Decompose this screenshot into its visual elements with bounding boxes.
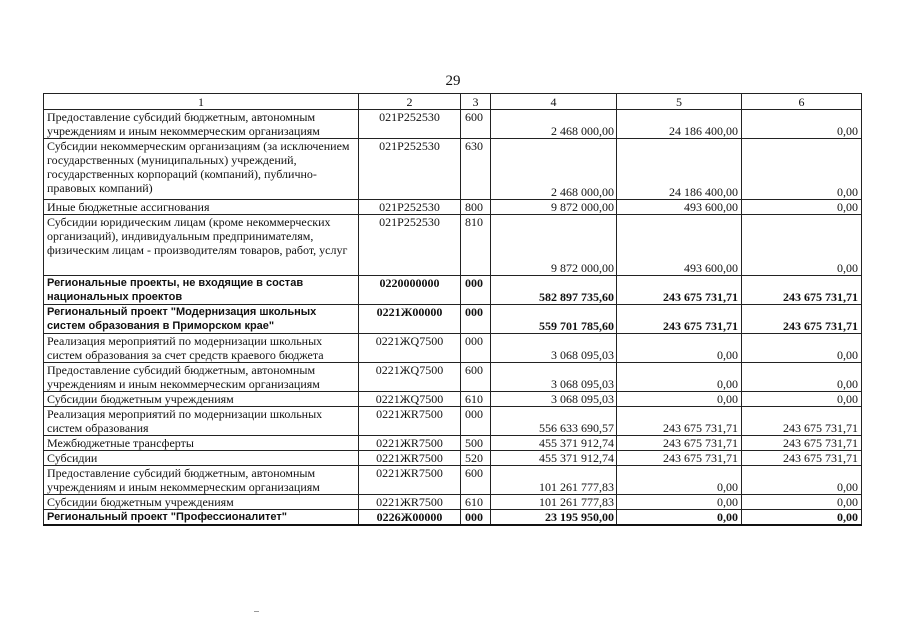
row-amount-col6: 243 675 731,71	[742, 436, 862, 451]
row-amount-col6: 0,00	[742, 466, 862, 495]
row-amount-col4: 101 261 777,83	[491, 466, 617, 495]
table-header-row	[44, 94, 862, 110]
table-row	[44, 451, 862, 466]
row-name-cell: Субсидии	[44, 451, 359, 466]
row-name-cell: Предоставление субсидий бюджетным, автономным учреждениям и иным некоммерческим организациям	[44, 466, 359, 495]
row-name-cell: Субсидии бюджетным учреждениям	[44, 495, 359, 510]
row-amount-col6: 243 675 731,71	[742, 305, 862, 334]
row-name-cell: Региональные проекты, не входящие в состав национальных проектов	[44, 276, 359, 305]
scan-artifact	[254, 611, 259, 612]
row-name-cell: Межбюджетные трансферты	[44, 436, 359, 451]
row-type-cell: 610	[461, 392, 491, 407]
row-amount-col4: 3 068 095,03	[491, 334, 617, 363]
column-header: 1	[44, 94, 359, 110]
row-type-cell: 000	[461, 407, 491, 436]
row-amount-col4: 559 701 785,60	[491, 305, 617, 334]
column-header: 3	[461, 94, 491, 110]
row-name-cell: Реализация мероприятий по модернизации школьных систем образования за счет средств краевого бюджета	[44, 334, 359, 363]
row-type-cell: 810	[461, 215, 491, 276]
row-type-cell: 600	[461, 363, 491, 392]
column-header: 2	[359, 94, 461, 110]
row-name-cell: Региональный проект "Модернизация школьных систем образования в Приморском крае"	[44, 305, 359, 334]
row-amount-col4: 23 195 950,00	[491, 510, 617, 526]
row-amount-col5: 243 675 731,71	[617, 407, 742, 436]
row-name-cell: Субсидии бюджетным учреждениям	[44, 392, 359, 407]
row-amount-col6: 0,00	[742, 110, 862, 139]
table-row	[44, 276, 862, 305]
table-row	[44, 139, 862, 200]
row-amount-col6: 0,00	[742, 200, 862, 215]
row-code-cell: 0221ЖQ7500	[359, 363, 461, 392]
row-amount-col6: 243 675 731,71	[742, 276, 862, 305]
row-amount-col6: 0,00	[742, 334, 862, 363]
row-amount-col4: 582 897 735,60	[491, 276, 617, 305]
row-code-cell: 0221ЖR7500	[359, 436, 461, 451]
row-code-cell: 0221ЖR7500	[359, 451, 461, 466]
row-name-cell: Субсидии некоммерческим организациям (за исключением государственных (муниципальных) учреждений, государственных корпораций (компаний), публично-правовых компаний)	[44, 139, 359, 200]
row-type-cell: 600	[461, 466, 491, 495]
row-amount-col6: 243 675 731,71	[742, 451, 862, 466]
row-amount-col5: 493 600,00	[617, 215, 742, 276]
row-amount-col4: 455 371 912,74	[491, 436, 617, 451]
row-code-cell: 0221ЖQ7500	[359, 392, 461, 407]
row-amount-col6: 0,00	[742, 495, 862, 510]
table-row	[44, 510, 862, 526]
row-type-cell: 520	[461, 451, 491, 466]
budget-table	[43, 93, 862, 526]
table-row	[44, 407, 862, 436]
row-amount-col5: 243 675 731,71	[617, 305, 742, 334]
table-row	[44, 334, 862, 363]
table-row	[44, 495, 862, 510]
row-code-cell: 021P252530	[359, 139, 461, 200]
row-amount-col5: 0,00	[617, 466, 742, 495]
row-amount-col5: 0,00	[617, 334, 742, 363]
row-amount-col6: 0,00	[742, 215, 862, 276]
row-name-cell: Субсидии юридическим лицам (кроме некоммерческих организаций), индивидуальным предпринимателям, физическим лицам - производителям товаров, работ, услуг	[44, 215, 359, 276]
row-type-cell: 000	[461, 334, 491, 363]
row-amount-col5: 0,00	[617, 363, 742, 392]
row-name-cell: Региональный проект "Профессионалитет"	[44, 510, 359, 526]
row-name-cell: Иные бюджетные ассигнования	[44, 200, 359, 215]
row-type-cell: 610	[461, 495, 491, 510]
row-amount-col4: 2 468 000,00	[491, 110, 617, 139]
table-row	[44, 436, 862, 451]
table-row	[44, 110, 862, 139]
row-name-cell: Предоставление субсидий бюджетным, автономным учреждениям и иным некоммерческим организациям	[44, 363, 359, 392]
row-code-cell: 0226Ж00000	[359, 510, 461, 526]
row-amount-col4: 2 468 000,00	[491, 139, 617, 200]
row-amount-col4: 556 633 690,57	[491, 407, 617, 436]
row-amount-col5: 0,00	[617, 510, 742, 526]
page-number: 29	[445, 73, 461, 89]
row-code-cell: 0221ЖR7500	[359, 407, 461, 436]
row-amount-col5: 24 186 400,00	[617, 110, 742, 139]
row-code-cell: 021P252530	[359, 110, 461, 139]
row-code-cell: 0221Ж00000	[359, 305, 461, 334]
row-amount-col5: 24 186 400,00	[617, 139, 742, 200]
table-row	[44, 466, 862, 495]
row-code-cell: 0221ЖQ7500	[359, 334, 461, 363]
row-code-cell: 0221ЖR7500	[359, 495, 461, 510]
row-type-cell: 500	[461, 436, 491, 451]
row-amount-col4: 9 872 000,00	[491, 200, 617, 215]
row-code-cell: 0220000000	[359, 276, 461, 305]
table-row	[44, 363, 862, 392]
table-row	[44, 200, 862, 215]
row-name-cell: Реализация мероприятий по модернизации школьных систем образования	[44, 407, 359, 436]
row-code-cell: 021P252530	[359, 200, 461, 215]
row-type-cell: 630	[461, 139, 491, 200]
row-amount-col6: 0,00	[742, 139, 862, 200]
table-row	[44, 392, 862, 407]
row-amount-col6: 0,00	[742, 510, 862, 526]
row-code-cell: 021P252530	[359, 215, 461, 276]
row-amount-col4: 455 371 912,74	[491, 451, 617, 466]
row-type-cell: 000	[461, 276, 491, 305]
table-row	[44, 305, 862, 334]
row-amount-col5: 0,00	[617, 392, 742, 407]
row-amount-col4: 3 068 095,03	[491, 392, 617, 407]
row-type-cell: 000	[461, 305, 491, 334]
row-type-cell: 000	[461, 510, 491, 526]
row-amount-col6: 0,00	[742, 363, 862, 392]
row-amount-col4: 101 261 777,83	[491, 495, 617, 510]
row-code-cell: 0221ЖR7500	[359, 466, 461, 495]
row-type-cell: 800	[461, 200, 491, 215]
column-header: 6	[742, 94, 862, 110]
table-row	[44, 215, 862, 276]
row-amount-col5: 243 675 731,71	[617, 451, 742, 466]
row-amount-col5: 493 600,00	[617, 200, 742, 215]
row-amount-col5: 243 675 731,71	[617, 276, 742, 305]
row-amount-col5: 0,00	[617, 495, 742, 510]
row-amount-col5: 243 675 731,71	[617, 436, 742, 451]
row-amount-col4: 9 872 000,00	[491, 215, 617, 276]
row-name-cell: Предоставление субсидий бюджетным, автономным учреждениям и иным некоммерческим организациям	[44, 110, 359, 139]
row-amount-col4: 3 068 095,03	[491, 363, 617, 392]
column-header: 4	[491, 94, 617, 110]
row-type-cell: 600	[461, 110, 491, 139]
column-header: 5	[617, 94, 742, 110]
row-amount-col6: 243 675 731,71	[742, 407, 862, 436]
row-amount-col6: 0,00	[742, 392, 862, 407]
